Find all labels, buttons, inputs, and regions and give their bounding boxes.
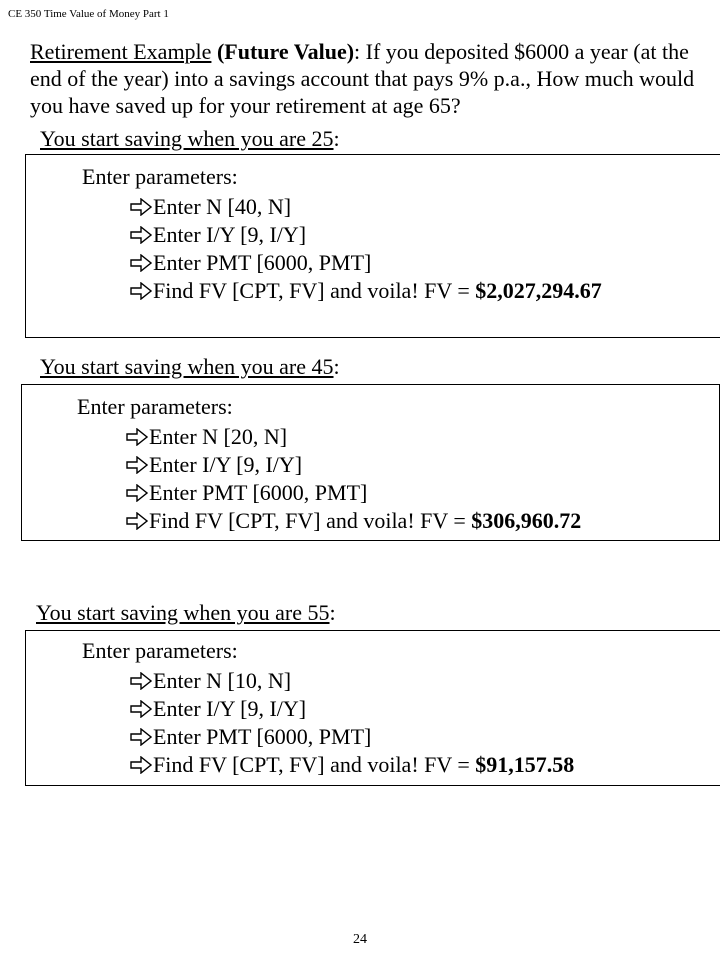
step-enter-n — [130, 193, 291, 221]
right-arrow-outline-icon — [130, 672, 152, 690]
fv-result: $2,027,294.67 — [475, 278, 602, 303]
fv-result: $91,157.58 — [475, 752, 575, 777]
step-find-fv — [130, 751, 574, 779]
right-arrow-outline-icon — [126, 512, 148, 530]
example-question: : If you deposited $6000 a year (at the end of the year) into a savings account that pays 9% p.a., How much would you have saved up for your retirement at age 65? — [30, 39, 695, 118]
right-arrow-outline-icon — [126, 484, 148, 502]
right-arrow-outline-icon — [130, 226, 152, 244]
step-enter-pmt — [130, 723, 371, 751]
enter-parameters-label: Enter parameters: — [77, 394, 233, 419]
right-arrow-outline-icon — [130, 756, 152, 774]
enter-parameters-label: Enter parameters: — [82, 164, 238, 189]
step-find-fv — [126, 507, 581, 535]
right-arrow-outline-icon — [126, 428, 148, 446]
step-text: Enter N [40, N] — [153, 194, 292, 219]
step-text: Find FV [CPT, FV] and voila! FV = — [153, 752, 476, 777]
step-text: Enter PMT [6000, PMT] — [149, 480, 368, 505]
example-title: Retirement Example — [30, 39, 212, 64]
scenario-heading-colon: : — [333, 354, 340, 379]
scenario-heading-colon: : — [333, 126, 340, 151]
example-subtitle: (Future Value) — [216, 39, 355, 64]
scenario-heading-text: You start saving when you are 25 — [40, 126, 334, 151]
scenario-heading-text: You start saving when you are 55 — [36, 600, 330, 625]
scenario-heading-colon: : — [329, 600, 336, 625]
step-text: Enter I/Y [9, I/Y] — [149, 452, 303, 477]
step-enter-n — [126, 423, 287, 451]
step-text: Enter N [20, N] — [149, 424, 288, 449]
fv-result: $306,960.72 — [471, 508, 582, 533]
step-text: Find FV [CPT, FV] and voila! FV = — [149, 508, 472, 533]
enter-parameters-label: Enter parameters: — [82, 638, 238, 663]
parameters-box-55 — [25, 630, 720, 786]
step-enter-n — [130, 667, 291, 695]
step-enter-iy — [130, 221, 306, 249]
step-enter-pmt — [130, 249, 371, 277]
scenario-heading-55 — [36, 600, 336, 626]
scenario-heading-45 — [40, 354, 340, 380]
step-enter-pmt — [126, 479, 367, 507]
intro-paragraph — [30, 38, 720, 119]
right-arrow-outline-icon — [130, 728, 152, 746]
step-text: Enter PMT [6000, PMT] — [153, 724, 372, 749]
page-header: CE 350 Time Value of Money Part 1 — [8, 8, 169, 20]
scenario-heading-25 — [40, 126, 340, 152]
step-enter-iy — [126, 451, 302, 479]
step-enter-iy — [130, 695, 306, 723]
right-arrow-outline-icon — [130, 700, 152, 718]
step-text: Find FV [CPT, FV] and voila! FV = — [153, 278, 476, 303]
step-text: Enter PMT [6000, PMT] — [153, 250, 372, 275]
step-find-fv — [130, 277, 602, 305]
parameters-box-25 — [25, 154, 720, 338]
right-arrow-outline-icon — [130, 254, 152, 272]
step-text: Enter I/Y [9, I/Y] — [153, 222, 307, 247]
page-number: 24 — [353, 932, 367, 947]
step-text: Enter N [10, N] — [153, 668, 292, 693]
right-arrow-outline-icon — [130, 282, 152, 300]
right-arrow-outline-icon — [126, 456, 148, 474]
step-text: Enter I/Y [9, I/Y] — [153, 696, 307, 721]
scenario-heading-text: You start saving when you are 45 — [40, 354, 334, 379]
parameters-box-45 — [21, 384, 720, 541]
right-arrow-outline-icon — [130, 198, 152, 216]
